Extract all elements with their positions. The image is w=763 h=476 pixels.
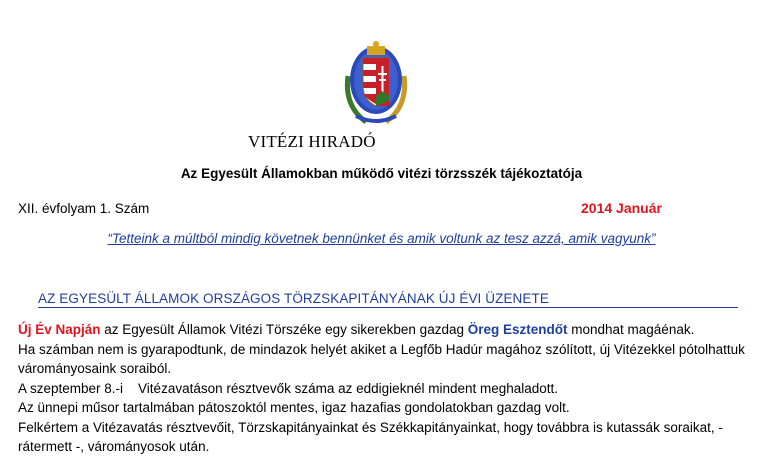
highlight-phrase: Öreg Esztendőt: [467, 322, 568, 337]
lead-phrase: Új Év Napján: [18, 322, 101, 337]
newsletter-title: VITÉZI HIRADÓ: [248, 132, 376, 151]
paragraph-4: Az ünnepi műsor tartalmában pátoszoktól mentes, igaz hazafias gondolatokban gazdag volt.: [18, 400, 570, 415]
paragraph-1: [18, 320, 748, 340]
article-heading: AZ EGYESÜLT ÁLLAMOK ORSZÁGOS TÖRZSKAPITÁNYÁNAK ÚJ ÉVI ÜZENETE: [38, 291, 738, 308]
paragraph-5: Felkértem a Vitézavatás résztvevőit, Törzskapitányainkat és Székkapitányainkat, hogy továbbra is kutassák soraikat, - rátermett -, várományosok után.: [18, 419, 723, 454]
article-body: [18, 320, 748, 457]
paragraph-2: Ha számban nem is gyarapodtunk, de mindazok helyét akiket a Legfőb Hadúr magához szólított, új Vitézekkel pótolhattuk várományosaink soraiból.: [18, 341, 745, 376]
paragraph-1-text-a: az Egyesült Államok Vitézi Törszéke egy sikerekben gazdag: [100, 322, 468, 337]
newsletter-subtitle: Az Egyesült Államokban működő vitézi törzsszék tájékoztatója: [180, 166, 583, 181]
issue-number: XII. évfolyam 1. Szám: [18, 201, 150, 216]
coat-of-arms-emblem: [336, 36, 416, 128]
motto-quote: “Tetteink a múltból mindig követnek bennünket és amik voltunk az tesz azzá, amik vagyunk”: [107, 231, 656, 246]
paragraph-3: A szeptember 8.-i Vitézavatáson résztvevők száma az eddigieknél mindent meghaladott.: [18, 380, 559, 396]
paragraph-1-text-b: mondhat magáénak.: [567, 322, 695, 337]
issue-date: 2014 Január: [581, 200, 662, 216]
